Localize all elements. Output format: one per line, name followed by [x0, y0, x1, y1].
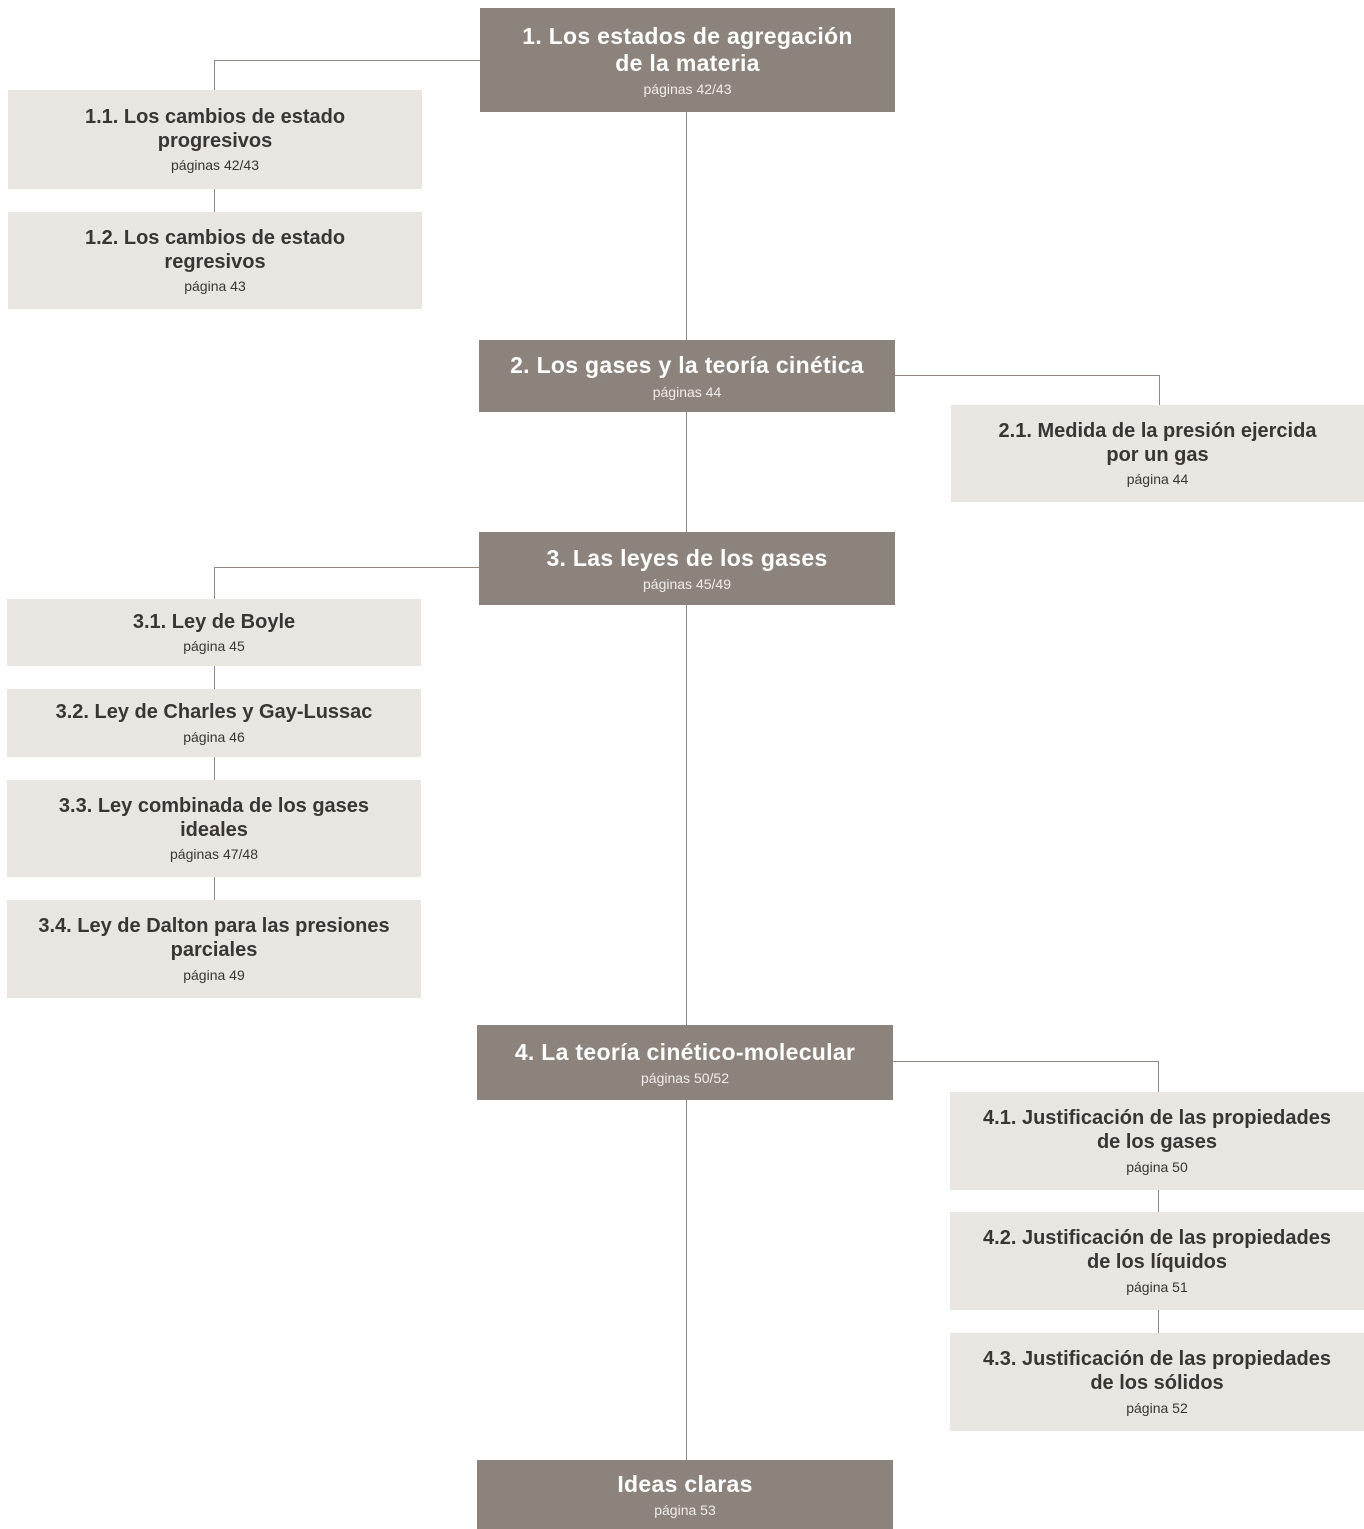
ideas-claras-box	[477, 1460, 893, 1529]
topic-2-pages: páginas 44	[652, 383, 722, 400]
topic-2-title: 2. Los gases y la teoría cinética	[510, 352, 864, 379]
topic-4-box	[477, 1025, 893, 1100]
subtopic-4-3-pages: página 52	[1126, 1399, 1188, 1416]
branch-3-link-b	[214, 757, 215, 780]
subtopic-4-1-title: 4.1. Justificación de las propiedades de los gases	[983, 1107, 1331, 1153]
branch-4-drop	[1158, 1061, 1159, 1092]
branch-2-connector	[895, 375, 1159, 376]
subtopic-3-4-title: 3.4. Ley de Dalton para las presiones parciales	[38, 915, 390, 961]
spine-connector-3	[686, 605, 687, 1025]
branch-3-drop	[214, 567, 215, 599]
branch-3-connector	[214, 567, 479, 568]
subtopic-1-1-box	[8, 90, 422, 189]
spine-connector-1	[686, 112, 687, 340]
spine-connector-2	[686, 412, 687, 532]
subtopic-3-4-pages: página 49	[183, 966, 245, 983]
subtopic-3-1-box	[7, 599, 421, 666]
subtopic-4-1-pages: página 50	[1126, 1158, 1188, 1175]
ideas-claras-title: Ideas claras	[617, 1470, 753, 1497]
subtopic-4-1-box	[950, 1092, 1364, 1190]
branch-4-connector	[893, 1061, 1158, 1062]
subtopic-3-1-pages: página 45	[183, 638, 245, 655]
subtopic-3-2-box	[7, 689, 421, 757]
subtopic-3-3-box	[7, 780, 421, 877]
topic-1-pages: páginas 42/43	[643, 81, 732, 98]
subtopic-4-3-title: 4.3. Justificación de las propiedades de los sólidos	[983, 1348, 1331, 1394]
ideas-claras-pages: página 53	[654, 1502, 716, 1519]
branch-4-link-b	[1158, 1310, 1159, 1333]
topic-3-box	[479, 532, 895, 605]
branch-1-drop	[214, 60, 215, 90]
spine-connector-4	[686, 1100, 687, 1460]
subtopic-4-3-box	[950, 1333, 1364, 1431]
subtopic-2-1-pages: página 44	[1126, 471, 1189, 488]
subtopic-1-1-title: 1.1. Los cambios de estado progresivos	[84, 105, 346, 152]
subtopic-3-2-pages: página 46	[183, 728, 245, 745]
topic-1-title: 1. Los estados de agregación de la materia	[522, 22, 853, 76]
subtopic-3-3-title: 3.3. Ley combinada de los gases ideales	[58, 794, 370, 841]
subtopic-4-2-pages: página 51	[1126, 1278, 1188, 1295]
branch-3-link-a	[214, 666, 215, 689]
branch-3-link-c	[214, 877, 215, 900]
branch-1-connector	[214, 60, 480, 61]
subtopic-4-2-title: 4.2. Justificación de las propiedades de los líquidos	[983, 1227, 1331, 1273]
subtopic-3-3-pages: páginas 47/48	[170, 846, 258, 863]
subtopic-2-1-box	[951, 405, 1364, 502]
topic-4-pages: páginas 50/52	[641, 1070, 729, 1087]
topic-4-title: 4. La teoría cinético-molecular	[514, 1038, 856, 1065]
subtopic-4-2-box	[950, 1212, 1364, 1310]
subtopic-1-2-box	[8, 212, 422, 309]
branch-4-link-a	[1158, 1190, 1159, 1212]
subtopic-1-1-pages: páginas 42/43	[171, 157, 259, 174]
branch-2-drop	[1159, 375, 1160, 405]
subtopic-1-2-pages: página 43	[184, 278, 246, 295]
branch-1-link	[214, 189, 215, 212]
topic-1-box	[480, 8, 895, 112]
topic-2-box	[479, 340, 895, 412]
subtopic-2-1-title: 2.1. Medida de la presión ejercida por un gas	[998, 419, 1317, 466]
subtopic-3-2-title: 3.2. Ley de Charles y Gay-Lussac	[55, 701, 373, 724]
subtopic-3-1-title: 3.1. Ley de Boyle	[132, 610, 296, 633]
subtopic-1-2-title: 1.2. Los cambios de estado regresivos	[84, 226, 346, 273]
topic-3-pages: páginas 45/49	[643, 576, 731, 593]
topic-3-title: 3. Las leyes de los gases	[546, 544, 828, 571]
subtopic-3-4-box	[7, 900, 421, 998]
